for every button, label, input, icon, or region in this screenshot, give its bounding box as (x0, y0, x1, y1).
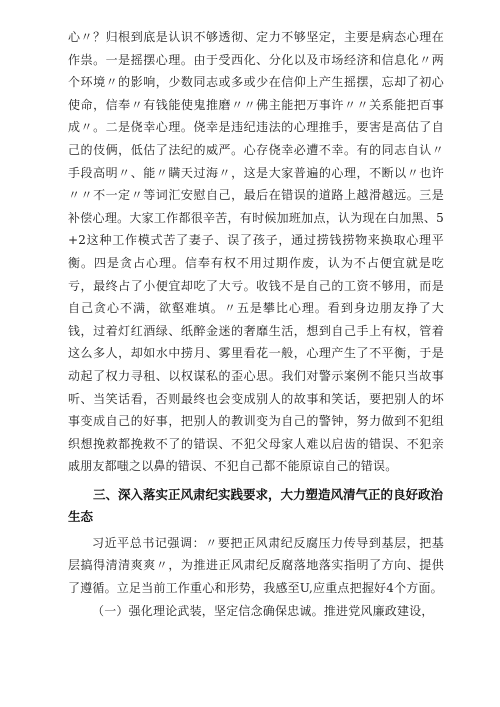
body-paragraph: 心〃？归根到底是认识不够透彻、定力不够坚定，主要是病态心理在作祟。一是摇摆心理。由于受西化、分化以及市场经济和信息化〃两个环境〃的影响，少数同志或多或少在信仰上产生摇摆，忘却了初心使命，信奉〃有钱能使鬼推磨〃〃佛主能把万事许〃〃关系能把百事成〃。二是侥幸心理。侥幸是违纪违法的心理推手，要害是高估了自己的伎俩，低估了法纪的威严。心存侥幸必遭不幸。有的同志自认〃手段高明〃、能〃瞒天过海〃，这是大家普遍的心理，不断以〃也许〃〃不一定〃等词汇安慰自己，最后在错误的道路上越滑越远。三是补偿心理。大家工作都很辛苦，有时候加班加点，认为现在白加黑、5+2这种工作模式苦了妻子、误了孩子，通过捞钱捞物来换取心理平衡。四是贪占心理。信奉有权不用过期作废，认为不占便宜就是吃亏，最终占了小便宜却吃了大亏。收钱不是自己的工资不够用，而是自己贪心不满，欲壑难填。〃五是攀比心理。看到身边朋友挣了大钱，过着灯红酒绿、纸醉金迷的奢靡生活，想到自己手上有权，管着这么多人，却如水中捞月、雾里看花一般，心理产生了不平衡，于是动起了权力寻租、以权谋私的歪心思。我们对警示案例不能只当故事听、当笑话看，否则最终也会变成别人的故事和笑话，要把别人的坏事变成自己的好事，把别人的教训变为自己的警钟，努力做到不犯组织想挽救都挽救不了的错误、不犯父母家人难以启齿的错误、不犯亲戚朋友都嗤之以鼻的错误、不犯自己都不能原谅自己的错误。 (68, 30, 444, 474)
body-paragraph-3: （一）强化理论武装，坚定信念确保忠诚。推进党风廉政建设， (92, 603, 434, 618)
section-heading: 三、深入落实正风肃纪实践要求，大力塑造风清气正的良好政治生态 (68, 486, 444, 524)
body-paragraph-2: 习近平总书记强调：〃要把正风肃纪反腐压力传导到基层，把基层搞得清清爽爽〃，为推进正风肃纪反腐落地落实指明了方向、提供了遵循。立足当前工作重心和形势，我感至U,应重点把握好4个方面。 (68, 535, 444, 596)
document-page (68, 26, 444, 622)
